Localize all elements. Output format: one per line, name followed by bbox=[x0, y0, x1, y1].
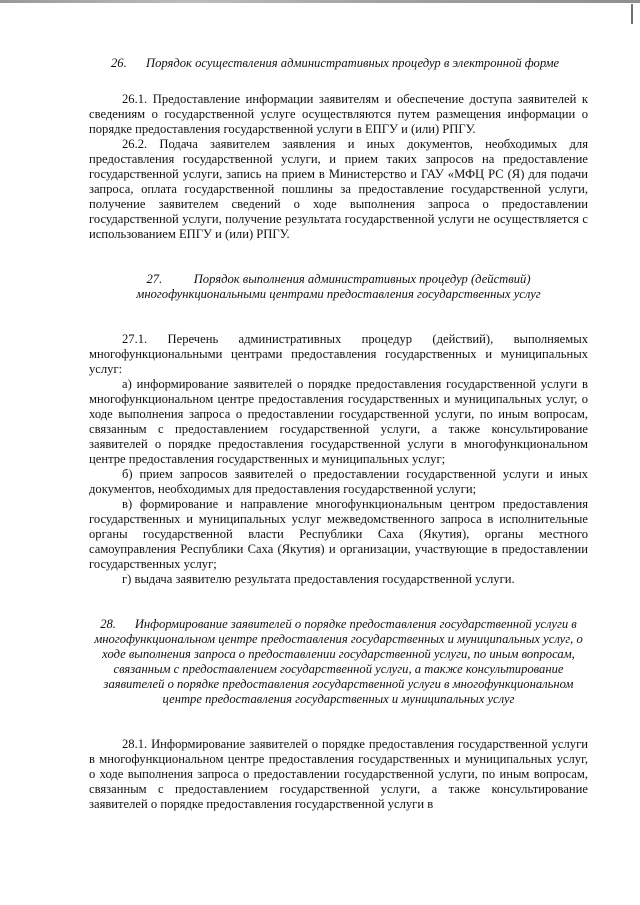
scan-edge-mark bbox=[631, 4, 633, 24]
section-26-number: 26. bbox=[111, 56, 127, 70]
paragraph-26-2: 26.2. Подача заявителем заявления и иных документов, необходимых для предоставления государственной услуги, и прием таких запросов на предоставление государственной услуги, запись на прием в Министерство и ГАУ «МФЦ РС (Я) для подачи запроса, оплата государственной пошлины за предоставление государственной услуги, получение заявителем сведений о ходе выполнения запроса о предоставлении государственной услуги, получение результата государственной услуги не осуществляется с использованием ЕПГУ и (или) РПГУ. bbox=[89, 137, 588, 241]
list-item-27-b: б) прием запросов заявителей о предоставлении государственной услуги и иных документов, необходимых для предоставления государственной услуги; bbox=[89, 467, 588, 496]
spacer bbox=[89, 707, 588, 737]
section-26-title: Порядок осуществления административных процедур в электронной форме bbox=[146, 56, 560, 70]
list-item-27-a: а) информирование заявителей о порядке предоставления государственной услуги в многофункциональном центре предоставления государственных и муниципальных услуг, о ходе выполнения запроса о предоставлении государственной услуги, по иным вопросам, связанным с предоставлением государственной услуги, а также консультирование заявителей о порядке предоставления государственной услуги в многофункциональном центре предоставления государственных и муниципальных услуг; bbox=[89, 377, 588, 466]
spacer bbox=[89, 302, 588, 332]
list-item-27-g: г) выдача заявителю результата предоставления государственной услуги. bbox=[122, 572, 515, 586]
spacer bbox=[89, 587, 588, 617]
document-page bbox=[89, 56, 588, 812]
paragraph-27-1: 27.1. Перечень административных процедур (действий), выполняемых многофункциональными центрами предоставления государственных и муниципальных услуг: bbox=[89, 332, 588, 376]
section-26-heading bbox=[111, 56, 588, 71]
spacer bbox=[89, 242, 588, 272]
section-27-heading: 27. Порядок выполнения административных процедур (действий) многофункциональными центрами предоставления государственных услуг bbox=[136, 272, 541, 301]
section-28-heading: 28. Информирование заявителей о порядке предоставления государственной услуги в многофункциональном центре предоставления государственных и муниципальных услуг, о ходе выполнения запроса о предоставлении государственной услуги, по иным вопросам, связанным с предоставлением государственной услуги, а также консультирование заявителей о порядке предоставления государственной услуги в многофункциональном центре предоставления государственных и муниципальных услуг bbox=[94, 617, 586, 706]
paragraph-26-1: 26.1. Предоставление информации заявителям и обеспечение доступа заявителей к сведениям о государственной услуге осуществляются путем размещения информации о порядке предоставления государственной услуги в ЕПГУ и (или) РПГУ. bbox=[89, 92, 588, 136]
paragraph-28-1: 28.1. Информирование заявителей о порядке предоставления государственной услуги в многофункциональном центре предоставления государственных и муниципальных услуг, о ходе выполнения запроса о предоставлении государственной услуги, по иным вопросам, связанным с предоставлением государственной услуги, а также консультирование заявителей о порядке предоставления государственной услуги в bbox=[89, 737, 588, 811]
list-item-27-v: в) формирование и направление многофункциональным центром предоставления государственных и муниципальных услуг межведомственного запроса в исполнительные органы государственной власти Республики Саха (Якутия), органы местного самоуправления Республики Саха (Якутия) и организации, участвующие в предоставлении государственных услуг; bbox=[89, 497, 588, 571]
scan-edge-top bbox=[0, 0, 640, 3]
